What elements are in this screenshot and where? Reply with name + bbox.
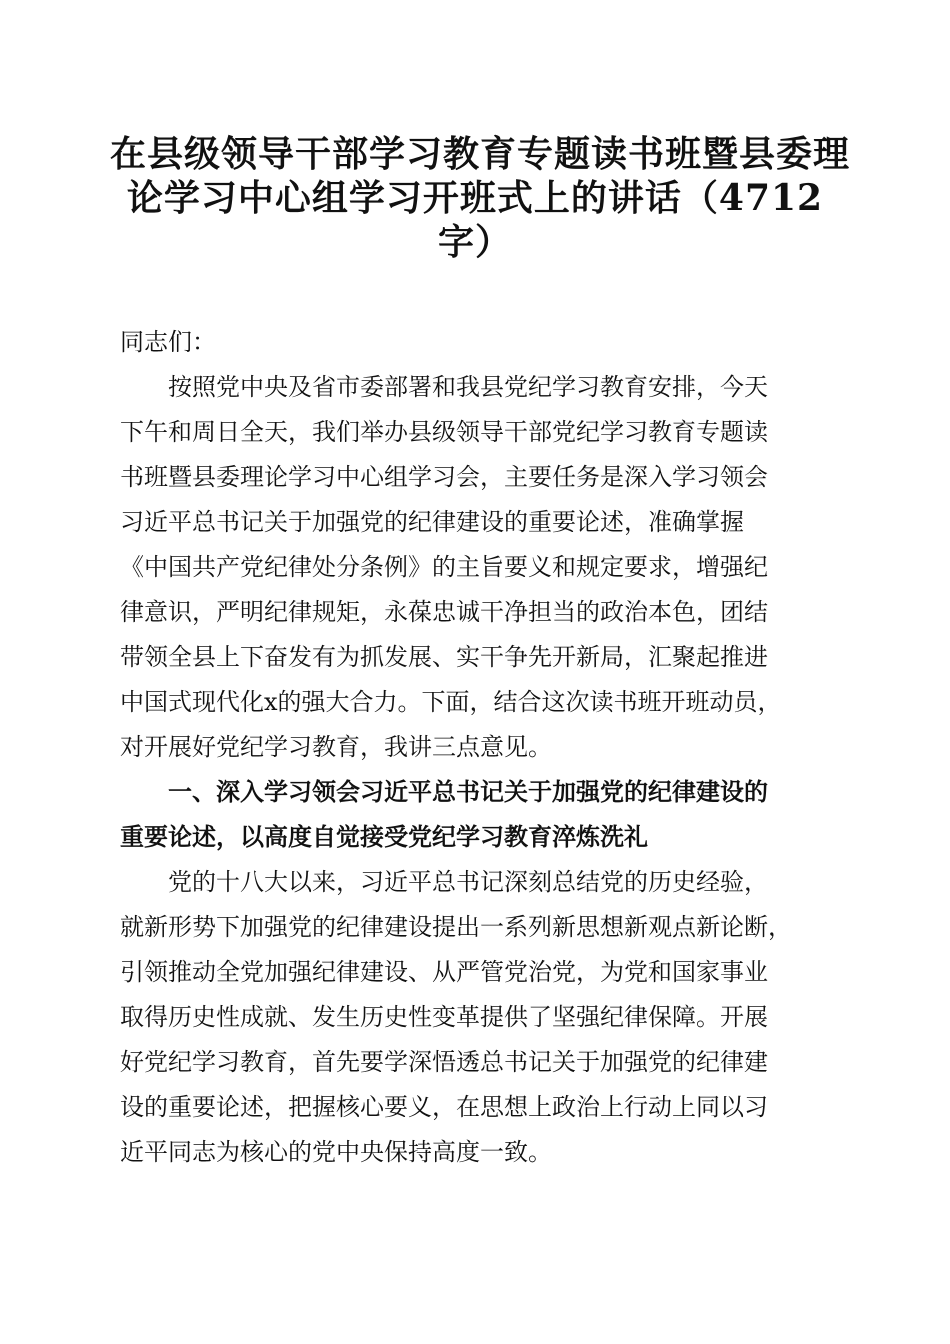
paragraph-line: 中国式现代化x的强大合力。下面，结合这次读书班开班动员， bbox=[120, 688, 782, 716]
heading-line: 一、深入学习领会习近平总书记关于加强党的纪律建设的 bbox=[168, 778, 768, 806]
paragraph-line: 近平同志为核心的党中央保持高度一致。 bbox=[120, 1138, 552, 1166]
salutation-text: 同志们： bbox=[120, 328, 216, 356]
paragraph-line: 对开展好党纪学习教育，我讲三点意见。 bbox=[120, 733, 552, 761]
paragraph-line: 设的重要论述，把握核心要义，在思想上政治上行动上同以习 bbox=[120, 1093, 768, 1121]
paragraph-line: 带领全县上下奋发有为抓发展、实干争先开新局，汇聚起推进 bbox=[120, 643, 768, 671]
section-heading-1 bbox=[120, 770, 830, 860]
paragraph-section-1 bbox=[120, 860, 830, 1175]
paragraph-line: 按照党中央及省市委部署和我县党纪学习教育安排，今天 bbox=[168, 373, 768, 401]
paragraph-line: 下午和周日全天，我们举办县级领导干部党纪学习教育专题读 bbox=[120, 418, 768, 446]
paragraph-line: 《中国共产党纪律处分条例》的主旨要义和规定要求，增强纪 bbox=[120, 553, 768, 581]
salutation bbox=[120, 320, 830, 365]
paragraph-line: 党的十八大以来，习近平总书记深刻总结党的历史经验， bbox=[168, 868, 768, 896]
title-line: 在县级领导干部学习教育专题读书班暨县委理 bbox=[110, 133, 851, 175]
paragraph-line: 取得历史性成就、发生历史性变革提供了坚强纪律保障。开展 bbox=[120, 1003, 768, 1031]
paragraph-line: 律意识，严明纪律规矩，永葆忠诚干净担当的政治本色，团结 bbox=[120, 598, 768, 626]
paragraph-line: 引领推动全党加强纪律建设、从严管党治党，为党和国家事业 bbox=[120, 958, 768, 986]
paragraph-line: 好党纪学习教育，首先要学深悟透总书记关于加强党的纪律建 bbox=[120, 1048, 768, 1076]
paragraph-line: 习近平总书记关于加强党的纪律建设的重要论述，准确掌握 bbox=[120, 508, 744, 536]
title-line: 字） bbox=[437, 221, 512, 263]
paragraph-line: 书班暨县委理论学习中心组学习会，主要任务是深入学习领会 bbox=[120, 463, 768, 491]
title-line: 论学习中心组学习开班式上的讲话（4712 bbox=[126, 177, 824, 219]
heading-line: 重要论述，以高度自觉接受党纪学习教育淬炼洗礼 bbox=[120, 823, 648, 851]
paragraph-line: 就新形势下加强党的纪律建设提出一系列新思想新观点新论断， bbox=[120, 913, 792, 941]
document-title bbox=[110, 132, 851, 264]
paragraph-intro bbox=[120, 365, 830, 770]
